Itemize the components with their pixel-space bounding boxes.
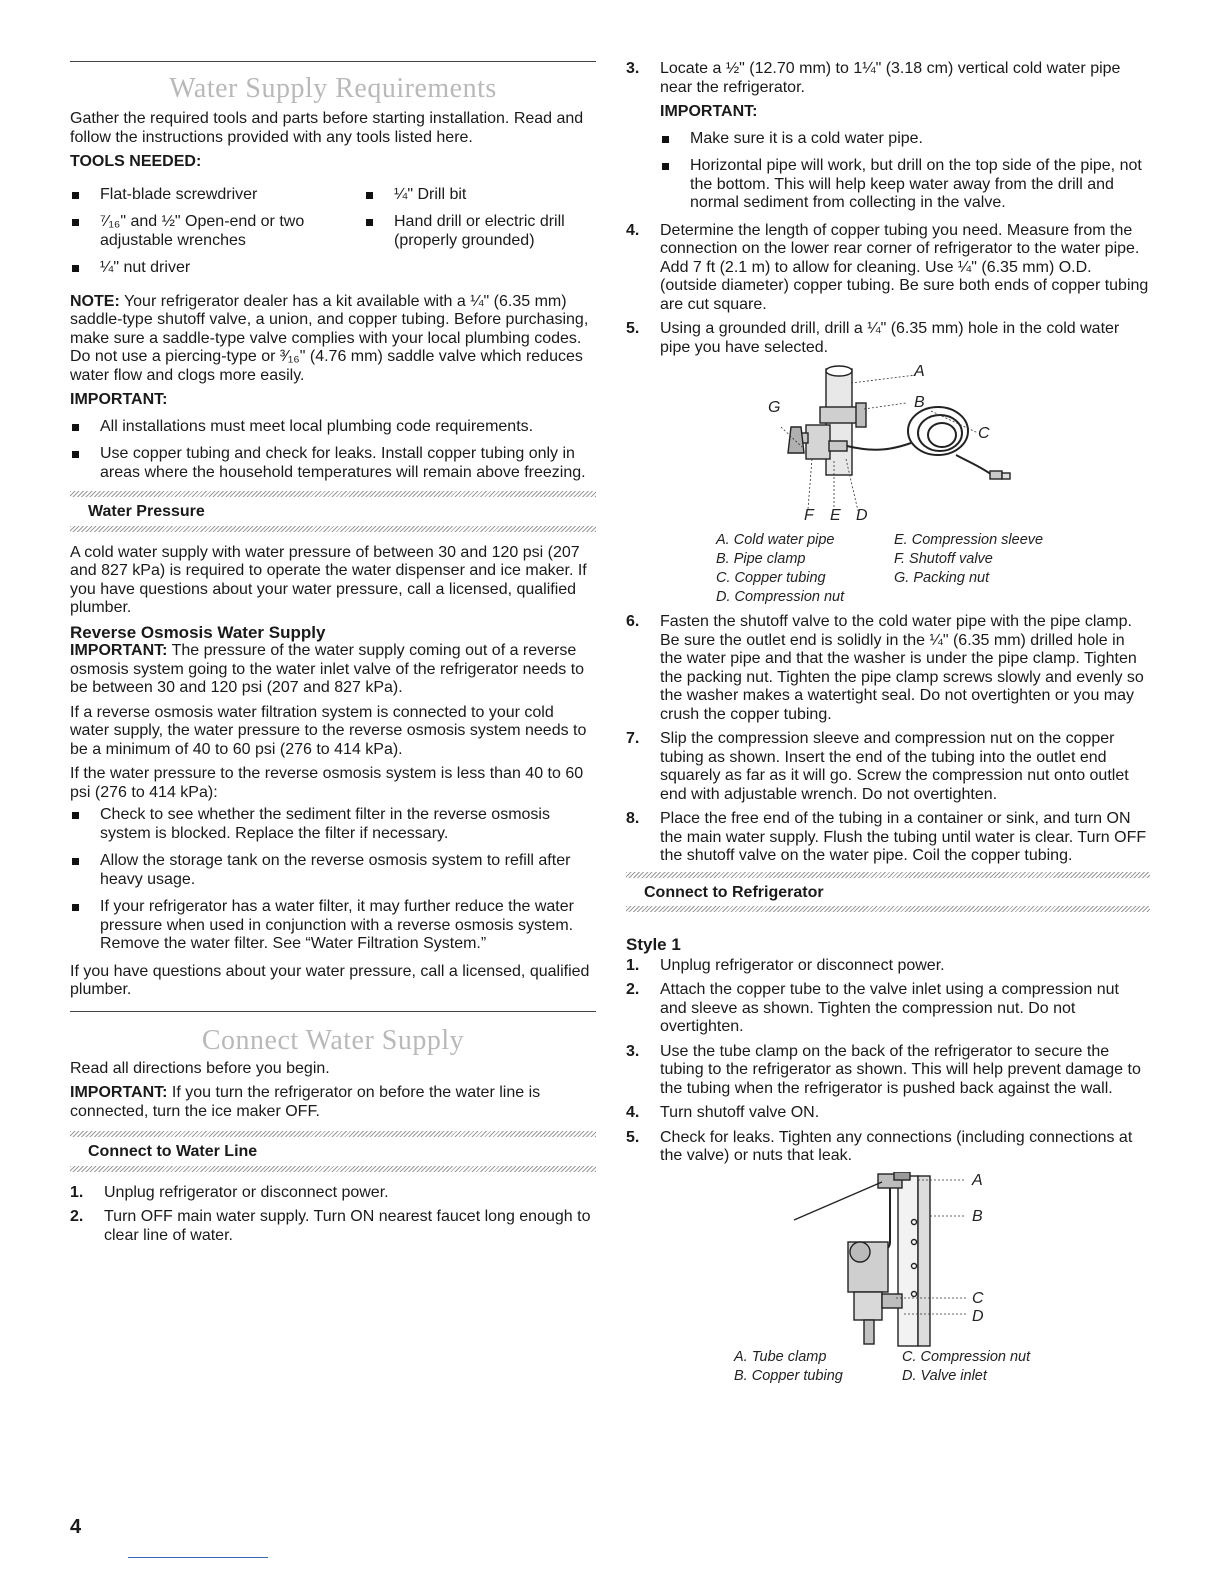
list-item: Use copper tubing and check for leaks. Install copper tubing only in areas where the household temperatures will remain above freezing. xyxy=(70,445,596,482)
section-rule xyxy=(70,61,596,62)
steps-4-5 xyxy=(626,222,1150,358)
shutoff-valve-illustration xyxy=(626,363,1150,531)
step-text: Turn OFF main water supply. Turn ON nearest faucet long enough to clear line of water. xyxy=(104,1208,591,1244)
ro-important-paragraph xyxy=(70,642,596,698)
list-item xyxy=(626,1104,1150,1123)
legend-item: C. Compression nut xyxy=(902,1348,1031,1365)
water-line-title: Connect to Water Line xyxy=(88,1143,258,1160)
step-text: Determine the length of copper tubing you need. Measure from the connection on the lower rear corner of refrigerator to the water pipe. Add 7 ft (2.1 m) to allow for cleaning. Use ¼" (6.35 mm) O.D. (outside diameter) copper tubing. Be sure both ends of copper tubing are cut square. xyxy=(660,221,1149,313)
left-column xyxy=(70,0,596,1251)
legend-item: D. Compression nut xyxy=(716,589,845,605)
water-line-steps xyxy=(70,1184,596,1246)
fig1-label-g: G xyxy=(768,399,781,416)
step-text: Unplug refrigerator or disconnect power. xyxy=(660,956,945,974)
water-pressure-paragraph: A cold water supply with water pressure of between 30 and 120 psi (207 and 827 kPa) is required to operate the water dispenser and ice maker. If you have questions about your water pressure, call a licensed, qualified plumber. xyxy=(70,543,587,616)
list-item: ¼" Drill bit xyxy=(364,186,596,205)
step-number: 2. xyxy=(626,981,640,998)
fig1-label-b: B xyxy=(914,394,925,411)
list-item: If your refrigerator has a water filter, it may further reduce the water pressure when used in conjunction with a reverse osmosis system. Remove the water filter. See “Water Filtration System.” xyxy=(70,898,596,954)
important-heading: IMPORTANT: xyxy=(70,391,168,408)
legend-item: F. Shutoff valve xyxy=(894,551,993,567)
ro-list xyxy=(70,806,596,954)
steps-3 xyxy=(626,60,1150,97)
step-text: Attach the copper tube to the valve inlet using a compression nut and sleeve as shown. Tighten the compression nut. Do not overtighten. xyxy=(660,981,1119,1035)
list-item: Make sure it is a cold water pipe. xyxy=(660,130,1150,149)
fig1-label-c: C xyxy=(978,425,990,442)
ro-important-label: IMPORTANT: xyxy=(70,642,168,659)
note-text: Your refrigerator dealer has a kit available with a ¼" (6.35 mm) saddle-type shutoff valve, a union, and copper tubing. Before purchasing, make sure a saddle-type valve complies with your local plumbing codes. Do not use a piercing-type or ³⁄₁₆" (4.76 mm) saddle valve which reduces water flow and clogs more easily. xyxy=(70,292,589,384)
valve-inlet-illustration xyxy=(626,1172,1150,1348)
legend-item: E. Compression sleeve xyxy=(894,532,1044,548)
step-number: 1. xyxy=(70,1183,84,1201)
step-text: Use the tube clamp on the back of the refrigerator to secure the tubing to the refrigerator as shown. This will help prevent damage to the tubing when the refrigerator is pushed back against the wall. xyxy=(660,1042,1141,1097)
ro-paragraph-3: If the water pressure to the reverse osmosis system is less than 40 to 60 psi (276 to 414 kPa): xyxy=(70,765,584,801)
section-rule xyxy=(70,1011,596,1012)
fig1-legend xyxy=(716,531,1150,607)
legend-item: D. Valve inlet xyxy=(902,1367,987,1384)
step-text: Unplug refrigerator or disconnect power. xyxy=(104,1183,389,1201)
right-important-list xyxy=(626,130,1150,213)
list-item xyxy=(626,60,1150,97)
list-item: ⁷⁄₁₆" and ½" Open-end or two adjustable wrenches xyxy=(70,213,350,250)
right-column xyxy=(626,0,1150,1386)
tools-list-col2 xyxy=(364,186,596,287)
step-text: Using a grounded drill, drill a ¼" (6.35 mm) hole in the cold water pipe you have selected. xyxy=(660,320,1120,356)
connect-important-text: If you turn the refrigerator on before the water line is connected, turn the ice maker OFF. xyxy=(70,1084,541,1120)
refrigerator-subheader xyxy=(626,872,1150,913)
ro-paragraph-2: If a reverse osmosis water filtration system is connected to your cold water supply, the water pressure to the reverse osmosis system needs to be a minimum of 40 to 60 psi (276 to 414 kPa). xyxy=(70,703,587,758)
list-item xyxy=(626,957,1150,976)
list-item: Horizontal pipe will work, but drill on the top side of the pipe, not the bottom. This will help keep water away from the drill and normal sediment from collecting in the valve. xyxy=(660,157,1150,213)
list-item: Allow the storage tank on the reverse osmosis system to refill after heavy usage. xyxy=(70,852,596,889)
fig2-legend xyxy=(734,1348,1150,1386)
refrigerator-title: Connect to Refrigerator xyxy=(644,883,824,901)
section-title-connect-water-supply: Connect Water Supply xyxy=(201,1024,465,1056)
section-title-water-supply-requirements: Water Supply Requirements xyxy=(169,73,497,104)
legend-item: A. Tube clamp xyxy=(734,1348,827,1365)
tools-list xyxy=(70,182,596,287)
connect-important-paragraph xyxy=(70,1084,596,1121)
list-item xyxy=(70,1208,596,1245)
step-number: 7. xyxy=(626,730,640,747)
valve-inlet-figure xyxy=(626,1172,1150,1348)
steps-6-8 xyxy=(626,613,1150,866)
list-item: All installations must meet local plumbing code requirements. xyxy=(70,418,596,437)
list-item: Hand drill or electric drill (properly grounded) xyxy=(364,213,596,250)
step-text: Place the free end of the tubing in a container or sink, and turn ON the main water supply. Flush the tubing until water is clear. Turn OFF the shutoff valve on the water pipe. Coil the copper tubing. xyxy=(660,810,1147,864)
read-directions-paragraph: Read all directions before you begin. xyxy=(70,1059,330,1077)
step-number: 8. xyxy=(626,810,640,827)
step-number: 5. xyxy=(626,1128,640,1146)
list-item: Check to see whether the sediment filter in the reverse osmosis system is blocked. Replace the filter if necessary. xyxy=(70,806,596,843)
list-item xyxy=(626,1043,1150,1099)
ro-paragraph-4: If you have questions about your water pressure, call a licensed, qualified plumber. xyxy=(70,962,590,998)
water-pressure-subheader xyxy=(70,491,596,532)
style-1-heading: Style 1 xyxy=(626,935,681,954)
water-pressure-title: Water Pressure xyxy=(88,503,205,520)
list-item xyxy=(626,320,1150,357)
legend-item: C. Copper tubing xyxy=(716,570,826,586)
step-number: 5. xyxy=(626,320,640,337)
fig2-label-c: C xyxy=(972,1289,984,1307)
step-number: 3. xyxy=(626,1042,640,1060)
list-item xyxy=(626,810,1150,866)
list-item xyxy=(626,613,1150,724)
tools-needed-heading: TOOLS NEEDED: xyxy=(70,153,202,170)
important-list xyxy=(70,418,596,483)
fig1-label-f: F xyxy=(804,507,814,524)
list-item xyxy=(626,1129,1150,1166)
step-number: 1. xyxy=(626,956,640,974)
step-number: 6. xyxy=(626,613,640,630)
fig1-label-e: E xyxy=(830,507,841,524)
page-number: 4 xyxy=(70,1516,82,1538)
fig1-label-d: D xyxy=(856,507,868,524)
legend-item: G. Packing nut xyxy=(894,570,990,586)
list-item xyxy=(626,981,1150,1037)
list-item xyxy=(626,222,1150,315)
hatch-bar xyxy=(70,1166,596,1172)
step-text: Locate a ½" (12.70 mm) to 1¼" (3.18 cm) vertical cold water pipe near the refrigerator. xyxy=(660,60,1121,96)
fig1-label-a: A xyxy=(914,363,925,380)
step-text: Turn shutoff valve ON. xyxy=(660,1104,820,1121)
legend-item: B. Copper tubing xyxy=(734,1367,843,1384)
hatch-bar xyxy=(70,526,596,532)
water-line-subheader xyxy=(70,1131,596,1172)
tools-list-col1 xyxy=(70,186,364,287)
step-number: 2. xyxy=(70,1208,84,1225)
footer-line xyxy=(128,1557,268,1558)
fig2-label-d: D xyxy=(972,1307,984,1325)
list-item: Flat-blade screwdriver xyxy=(70,186,350,205)
right-important-heading: IMPORTANT: xyxy=(660,103,758,120)
step-number: 4. xyxy=(626,1104,640,1121)
list-item: ¼" nut driver xyxy=(70,259,350,278)
ro-important-text: The pressure of the water supply coming out of a reverse osmosis system going to the water inlet valve of the refrigerator needs to be between 30 and 120 psi (207 and 827 kPa). xyxy=(70,642,585,696)
step-number: 4. xyxy=(626,221,640,239)
step-text: Fasten the shutoff valve to the cold water pipe with the pipe clamp. Be sure the outlet end is solidly in the ¼" (6.35 mm) drilled hole in the water pipe and that the washer is under the pipe clamp. Tighten the packing nut. Tighten the pipe clamp screws slowly and evenly so the washer makes a watertight seal. Do not overtighten or you may crush the copper tubing. xyxy=(660,613,1144,723)
hatch-bar xyxy=(626,906,1150,912)
step-text: Slip the compression sleeve and compression nut on the copper tubing as shown. Insert the end of the tubing into the outlet end squarely as far as it will go. Screw the compression nut onto outlet end with adjustable wrench. Do not overtighten. xyxy=(660,730,1129,803)
style-1-steps xyxy=(626,957,1150,1166)
list-item xyxy=(70,1184,596,1203)
list-item xyxy=(626,730,1150,804)
step-number: 3. xyxy=(626,60,640,77)
legend-item: A. Cold water pipe xyxy=(716,532,835,548)
legend-item: B. Pipe clamp xyxy=(716,551,806,567)
step-text: Check for leaks. Tighten any connections (including connections at the valve) or nuts that leak. xyxy=(660,1128,1133,1164)
legend-item xyxy=(894,588,1094,607)
shutoff-valve-figure xyxy=(626,363,1150,531)
connect-important-label: IMPORTANT: xyxy=(70,1084,168,1101)
note-paragraph xyxy=(70,293,596,386)
intro-paragraph: Gather the required tools and parts before starting installation. Read and follow the instructions provided with any tools listed here. xyxy=(70,110,584,146)
fig2-label-b: B xyxy=(972,1207,983,1225)
reverse-osmosis-heading: Reverse Osmosis Water Supply xyxy=(70,622,326,642)
note-label: NOTE: xyxy=(70,292,120,310)
fig2-label-a: A xyxy=(972,1171,983,1189)
